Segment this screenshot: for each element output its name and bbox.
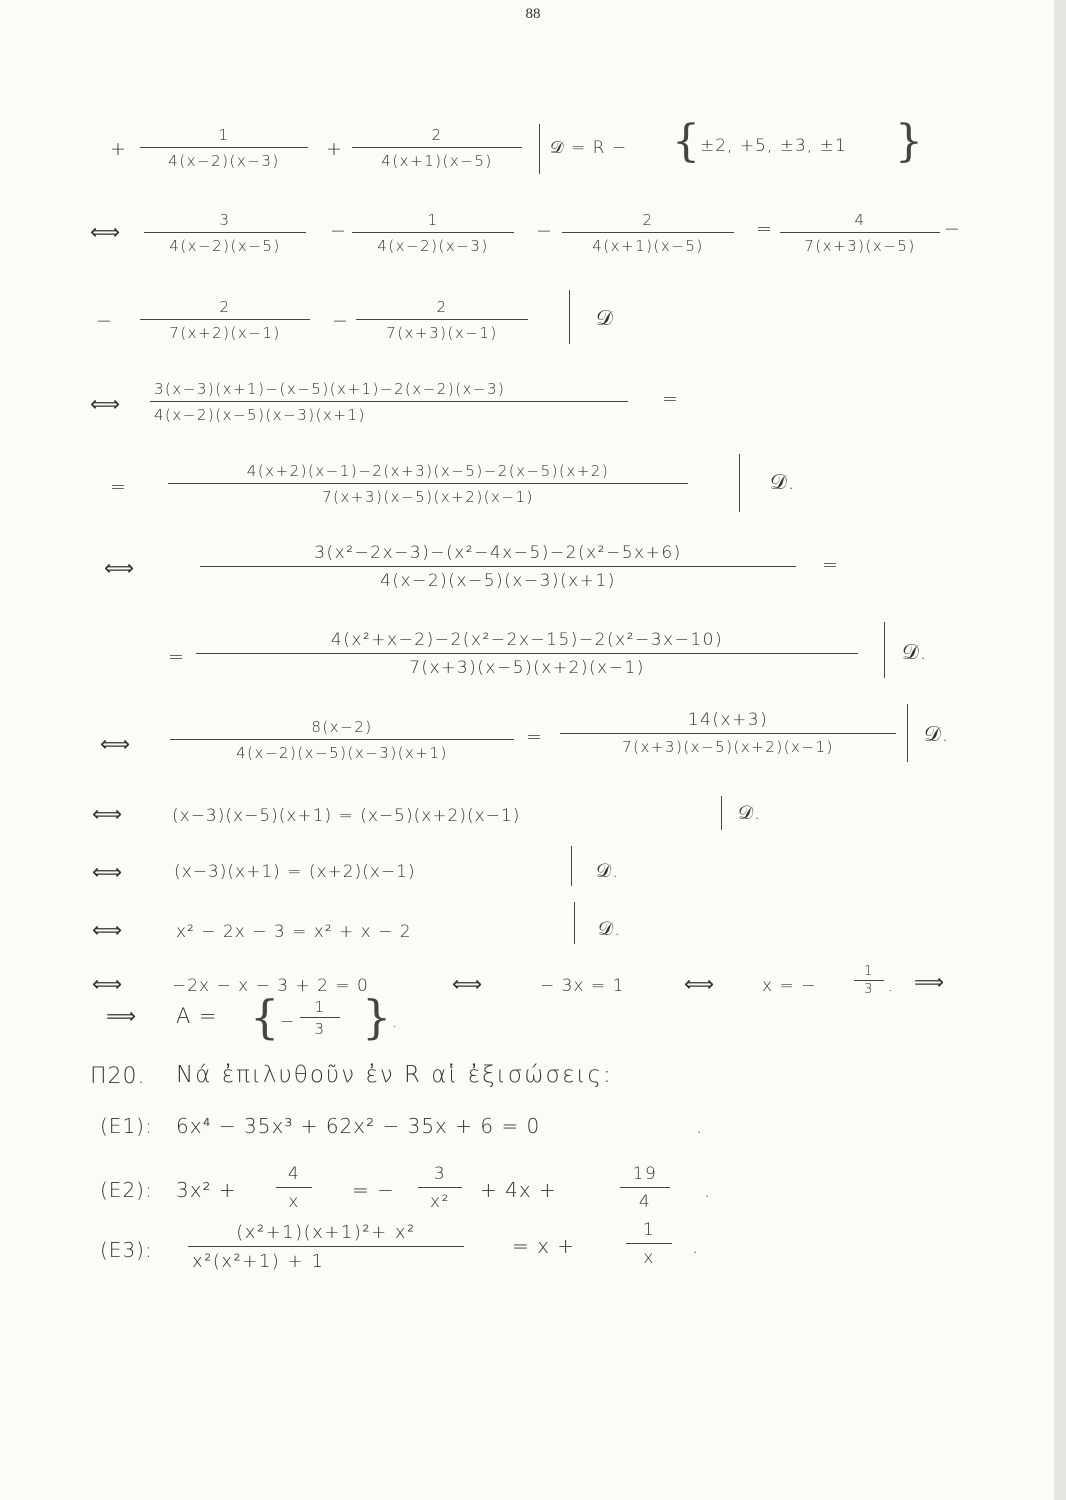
numerator: 14(x+3) — [560, 710, 896, 734]
fraction — [276, 1164, 312, 1212]
equivalence-arrow: ⟺ — [92, 802, 124, 826]
equivalence-arrow: ⟺ — [92, 918, 124, 942]
condition-bar — [574, 902, 575, 944]
equation: −2x − x − 3 + 2 = 0 — [172, 976, 369, 996]
numerator: 3(x−3)(x+1)−(x−5)(x+1)−2(x−2)(x−3) — [150, 380, 628, 402]
domain-symbol: 𝒟. — [598, 918, 622, 940]
minus-sign: − — [280, 1012, 296, 1032]
denominator: 4(x−2)(x−5) — [169, 237, 281, 255]
condition-bar — [907, 704, 908, 762]
fraction — [560, 710, 896, 756]
denominator: 4(x−2)(x−5)(x−3)(x+1) — [380, 571, 616, 591]
fraction — [356, 298, 528, 342]
equation-term: = − — [352, 1178, 395, 1202]
plus-sign: + — [326, 138, 343, 160]
equation-label-e2: (E2): — [100, 1178, 153, 1202]
numerator: 3 — [418, 1164, 462, 1188]
condition-bar — [539, 124, 540, 174]
fraction — [418, 1164, 462, 1212]
fraction — [854, 964, 884, 997]
fraction — [780, 211, 940, 255]
equivalence-arrow: ⟺ — [92, 972, 124, 996]
equation-term: 3x² + — [176, 1178, 237, 1202]
period: . — [704, 1178, 712, 1202]
equivalence-arrow: ⟺ — [104, 556, 136, 580]
right-brace: } — [895, 116, 924, 167]
equation-term: = x + — [512, 1234, 576, 1258]
denominator: 4(x−2)(x−3) — [377, 237, 489, 255]
denominator: 7(x+3)(x−5)(x+2)(x−1) — [322, 488, 534, 506]
fraction — [144, 211, 306, 255]
problem-statement: Νά ἐπιλυθοῦν ἐν R αἱ ἐξισώσεις: — [176, 1062, 613, 1088]
denominator: x — [643, 1248, 655, 1268]
numerator: (x²+1)(x+1)²+ x² — [188, 1222, 464, 1247]
equals-sign: = — [168, 646, 185, 668]
fraction — [200, 543, 796, 591]
denominator: 7(x+3)(x−1) — [386, 324, 498, 342]
domain-definition: 𝒟 = R − — [550, 138, 628, 158]
denominator: x²(x²+1) + 1 — [192, 1251, 325, 1272]
denominator: 4(x+1)(x−5) — [381, 152, 493, 170]
numerator: 4(x²+x−2)−2(x²−2x−15)−2(x²−3x−10) — [196, 630, 858, 654]
denominator: 7(x+3)(x−5) — [804, 237, 916, 255]
domain-symbol: 𝒟. — [902, 640, 928, 664]
equivalence-arrow: ⟺ — [684, 972, 716, 996]
equation-e1: 6x⁴ − 35x³ + 62x² − 35x + 6 = 0 — [176, 1114, 541, 1138]
page-number: 88 — [525, 6, 541, 22]
equation: (x−3)(x+1) = (x+2)(x−1) — [174, 862, 416, 882]
condition-bar — [884, 622, 885, 678]
denominator: 4 — [638, 1192, 652, 1212]
numerator: 4(x+2)(x−1)−2(x+3)(x−5)−2(x−5)(x+2) — [168, 462, 688, 484]
implies-arrow: ⟹ — [914, 970, 946, 994]
numerator: 19 — [620, 1164, 670, 1188]
domain-symbol: 𝒟. — [596, 860, 620, 882]
numerator: 1 — [352, 211, 514, 233]
denominator: 7(x+3)(x−5)(x+2)(x−1) — [409, 658, 645, 678]
equals-sign: = — [756, 218, 773, 240]
numerator: 1 — [140, 126, 308, 148]
minus-sign: − — [332, 310, 349, 332]
problem-label: Π20. — [90, 1064, 146, 1089]
numerator: 4 — [276, 1164, 312, 1188]
numerator: 2 — [140, 298, 310, 320]
left-brace: { — [672, 116, 701, 167]
equation-label-e1: (E1): — [100, 1114, 153, 1138]
fraction — [168, 462, 688, 506]
denominator: x² — [430, 1192, 450, 1212]
minus-sign: − — [944, 218, 961, 240]
denominator: 3 — [864, 982, 874, 997]
period: . — [696, 1114, 704, 1138]
plus-sign: + — [110, 138, 127, 160]
fraction — [196, 630, 858, 678]
numerator: 8(x−2) — [170, 718, 514, 740]
domain-symbol: 𝒟. — [738, 802, 762, 824]
right-brace: } — [362, 990, 393, 1044]
equation: (x−3)(x−5)(x+1) = (x−5)(x+2)(x−1) — [172, 806, 521, 826]
fraction — [170, 718, 514, 762]
condition-bar — [739, 454, 740, 512]
left-brace: { — [250, 990, 281, 1044]
fraction — [352, 211, 514, 255]
numerator: 4 — [780, 211, 940, 233]
equals-sign: = — [822, 554, 839, 576]
fraction — [300, 998, 340, 1038]
denominator: 4(x−2)(x−5)(x−3)(x+1) — [236, 744, 448, 762]
set-name: A = — [176, 1004, 218, 1028]
equivalence-arrow: ⟺ — [90, 220, 122, 244]
equation: x = − — [762, 976, 817, 996]
domain-symbol: 𝒟 — [596, 306, 614, 330]
fraction — [140, 298, 310, 342]
denominator: 4(x−2)(x−5)(x−3)(x+1) — [154, 406, 366, 424]
condition-bar — [721, 796, 722, 830]
minus-sign: − — [96, 310, 113, 332]
denominator: 3 — [314, 1020, 326, 1038]
denominator: 4(x−2)(x−3) — [168, 152, 280, 170]
implies-arrow: ⟹ — [106, 1004, 138, 1028]
denominator: x — [288, 1192, 300, 1212]
numerator: 2 — [352, 126, 522, 148]
numerator: 3 — [144, 211, 306, 233]
condition-bar — [569, 290, 570, 344]
equals-sign: = — [110, 476, 127, 498]
equation-label-e3: (E3): — [100, 1238, 153, 1262]
page-edge-shadow — [1054, 0, 1066, 1500]
fraction — [150, 380, 628, 424]
equivalence-arrow: ⟺ — [90, 392, 122, 416]
equals-sign: = — [662, 388, 679, 410]
numerator: 1 — [626, 1220, 672, 1244]
numerator: 1 — [300, 998, 340, 1018]
fraction — [352, 126, 522, 170]
equals-sign: = — [526, 726, 543, 748]
period: . — [888, 976, 895, 996]
equation-term: + 4x + — [480, 1178, 557, 1202]
minus-sign: − — [536, 220, 553, 242]
fraction — [188, 1222, 464, 1272]
numerator: 1 — [854, 964, 884, 981]
numerator: 2 — [356, 298, 528, 320]
period: . — [692, 1234, 700, 1258]
fraction — [620, 1164, 670, 1212]
domain-symbol: 𝒟. — [924, 722, 950, 746]
condition-bar — [571, 846, 572, 886]
denominator: 7(x+3)(x−5)(x+2)(x−1) — [622, 738, 834, 756]
domain-symbol: 𝒟. — [770, 470, 796, 494]
fraction — [140, 126, 308, 170]
equation: x² − 2x − 3 = x² + x − 2 — [176, 922, 412, 942]
equivalence-arrow: ⟺ — [452, 972, 484, 996]
equation: − 3x = 1 — [540, 976, 625, 996]
equivalence-arrow: ⟺ — [92, 860, 124, 884]
denominator: 7(x+2)(x−1) — [169, 324, 281, 342]
period: . — [392, 1012, 399, 1032]
fraction — [626, 1220, 672, 1268]
excluded-values-set: ±2, +5, ±3, ±1 — [700, 136, 847, 156]
minus-sign: − — [330, 220, 347, 242]
equivalence-arrow: ⟺ — [100, 732, 132, 756]
numerator: 3(x²−2x−3)−(x²−4x−5)−2(x²−5x+6) — [200, 543, 796, 567]
fraction — [562, 211, 734, 255]
denominator: 4(x+1)(x−5) — [592, 237, 704, 255]
numerator: 2 — [562, 211, 734, 233]
